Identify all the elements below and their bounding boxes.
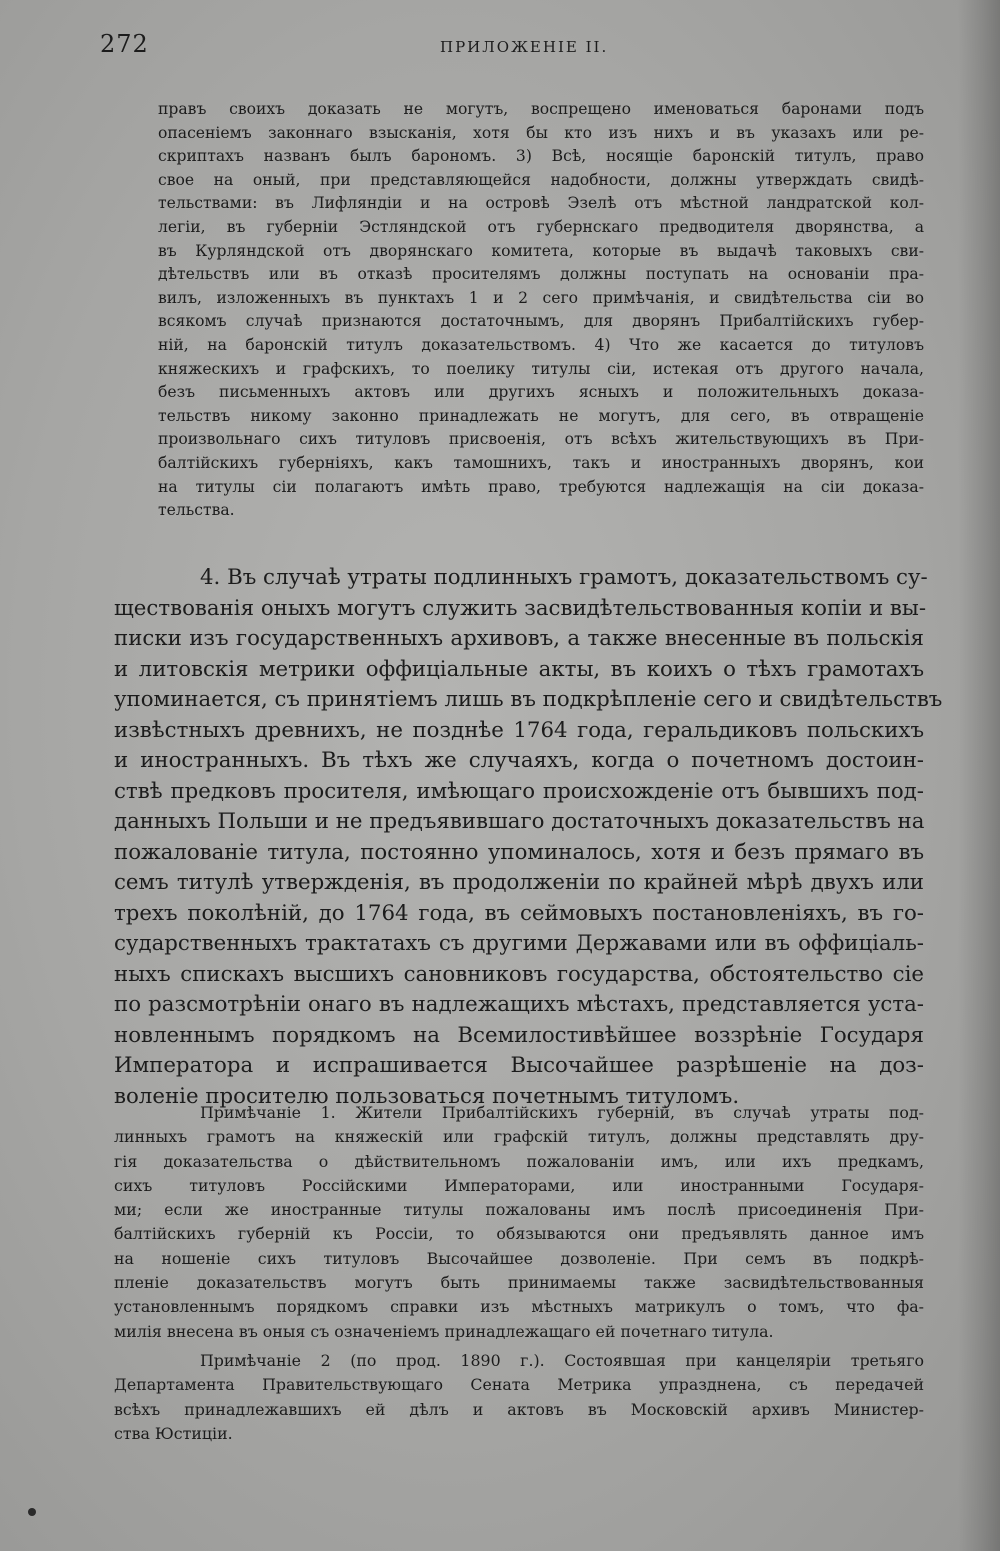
text-line: пожалованіе титула, постоянно упоминалось, хотя и безъ прямаго въ <box>114 839 924 865</box>
remark-1 <box>114 1101 924 1344</box>
text-line: княжескихъ и графскихъ, то поелику титулы сіи, истекая отъ другого начала, <box>158 359 924 378</box>
text-line: линныхъ грамотъ на княжескій или графскій титулъ, должны представлять дру- <box>114 1127 924 1147</box>
text-line: новленнымъ порядкомъ на Всемилостивѣйшее воззрѣніе Государя <box>114 1022 924 1048</box>
text-line: писки изъ государственныхъ архивовъ, а также внесенные въ польскія <box>114 626 924 651</box>
text-line: балтійскихъ губерніяхъ, какъ тамошнихъ, такъ и иностранныхъ дворянъ, кои <box>158 453 924 472</box>
text-line: и иностранныхъ. Въ тѣхъ же случаяхъ, когда о почетномъ достоин- <box>114 748 924 773</box>
page-gutter-shadow <box>958 0 1000 1551</box>
text-line: балтійскихъ губерній къ Россіи, то обязываются они предъявлять данное имъ <box>114 1224 924 1244</box>
text-line: упоминается, съ принятіемъ лишь въ подкрѣпленіе сего и свидѣтельствъ <box>114 687 943 712</box>
text-line: Примѣчаніе 2 (по прод. 1890 г.). Состоявшая при канцеляріи третьяго <box>200 1351 924 1370</box>
text-line: тельствами: въ Лифляндіи и на островѣ Эзелѣ отъ мѣстной ландратской кол- <box>158 194 924 213</box>
text-line: воленіе просителю пользоваться почетнымъ титуломъ. <box>114 1083 740 1109</box>
text-line: сударственныхъ трактатахъ съ другими Державами или въ оффиціаль- <box>114 931 924 956</box>
text-line: безъ письменныхъ актовъ или другихъ ясныхъ и положительныхъ доказа- <box>158 383 924 402</box>
text-line: всякомъ случаѣ признаются достаточнымъ, для дворянъ Прибалтійскихъ губер- <box>158 312 924 331</box>
text-line: и литовскія метрики оффиціальные акты, въ коихъ о тѣхъ грамотахъ <box>114 656 924 682</box>
text-line: Примѣчаніе 1. Жители Прибалтійскихъ губерній, въ случаѣ утраты под- <box>200 1103 924 1122</box>
ink-speck <box>28 1508 36 1516</box>
header-title: ПРИЛОЖЕНІЕ II. <box>440 38 609 56</box>
text-line: дѣтельствъ или въ отказѣ просителямъ должны поступать на основаніи пра- <box>158 265 924 284</box>
text-line: тельства. <box>158 501 235 520</box>
text-line: на титулы сіи полагаютъ имѣть право, требуются надлежащія на сіи доказа- <box>158 477 924 496</box>
text-line: установленнымъ порядкомъ справки изъ мѣстныхъ матрикулъ о томъ, что фа- <box>114 1297 924 1317</box>
page-number: 272 <box>100 30 149 58</box>
text-line: ства Юстиціи. <box>114 1423 233 1443</box>
text-line: вилъ, изложенныхъ въ пунктахъ 1 и 2 сего примѣчанія, и свидѣтельства сіи во <box>158 288 924 307</box>
text-line: легіи, въ губерніи Эстляндской отъ губернскаго предводителя дворянства, а <box>158 217 924 236</box>
article-4 <box>114 563 943 1112</box>
text-line: трехъ поколѣній, до 1764 года, въ сеймовыхъ постановленіяхъ, въ го- <box>114 900 924 926</box>
text-line: тельствъ никому законно принадлежать не могутъ, для сего, въ отвращеніе <box>158 406 924 425</box>
text-line: извѣстныхъ древнихъ, не позднѣе 1764 года, геральдиковъ польскихъ <box>114 717 924 743</box>
text-line: правъ своихъ доказать не могутъ, воспрещено именоваться баронами подъ <box>158 100 924 118</box>
text-line: по разсмотрѣніи онаго въ надлежащихъ мѣстахъ, представляется уста- <box>114 992 924 1017</box>
text-line: данныхъ Польши и не предъявившаго достаточныхъ доказательствъ на <box>114 809 925 834</box>
text-line: семъ титулѣ утвержденія, въ продолженіи по крайней мѣрѣ двухъ или <box>114 870 924 895</box>
text-line: скриптахъ названъ былъ барономъ. 3) Всѣ, носящіе баронскій титулъ, право <box>158 147 924 166</box>
text-line: Департамента Правительствующаго Сената Метрика упразднена, съ передачей <box>114 1375 924 1395</box>
note-continuation <box>158 98 924 523</box>
text-line: ществованія оныхъ могутъ служить засвидѣтельствованныя копіи и вы- <box>114 595 927 621</box>
running-head <box>100 30 940 60</box>
text-line: 4. Въ случаѣ утраты подлинныхъ грамотъ, доказательствомъ су- <box>200 565 928 590</box>
text-line: сихъ титуловъ Россійскими Императорами, или иностранными Государя- <box>114 1175 924 1195</box>
text-line: ми; если же иностранные титулы пожалованы имъ послѣ присоединенія При- <box>114 1200 924 1220</box>
text-line: Императора и испрашивается Высочайшее разрѣшеніе на доз- <box>114 1053 924 1078</box>
text-line: пленіе доказательствъ могутъ быть принимаемы также засвидѣтельствованныя <box>114 1273 924 1293</box>
text-line: въ Курляндской отъ дворянскаго комитета, которые въ выдачѣ таковыхъ сви- <box>158 241 924 260</box>
text-line: гія доказательства о дѣйствительномъ пожалованіи имъ, или ихъ предкамъ, <box>114 1151 924 1171</box>
text-line: опасеніемъ законнаго взысканія, хотя бы кто изъ нихъ и въ указахъ или ре- <box>158 123 924 142</box>
remark-2 <box>114 1349 924 1446</box>
text-line: произвольнаго сихъ титуловъ присвоенія, отъ всѣхъ жительствующихъ въ При- <box>158 430 924 449</box>
text-line: ныхъ спискахъ высшихъ сановниковъ государства, обстоятельство сіе <box>114 961 924 987</box>
text-line: ствѣ предковъ просителя, имѣющаго происхожденіе отъ бывшихъ под- <box>114 778 924 804</box>
text-line: свое на оный, при представляющейся надобности, должны утверждать свидѣ- <box>158 170 924 189</box>
text-line: всѣхъ принадлежавшихъ ей дѣлъ и актовъ въ Московскій архивъ Министер- <box>114 1399 924 1419</box>
text-line: ній, на баронскій титулъ доказательствомъ. 4) Что же касается до титуловъ <box>158 335 924 354</box>
text-line: милія внесена въ оныя съ означеніемъ принадлежащаго ей почетнаго титула. <box>114 1321 774 1341</box>
text-line: на ношеніе сихъ титуловъ Высочайшее дозволеніе. При семъ въ подкрѣ- <box>114 1248 924 1268</box>
